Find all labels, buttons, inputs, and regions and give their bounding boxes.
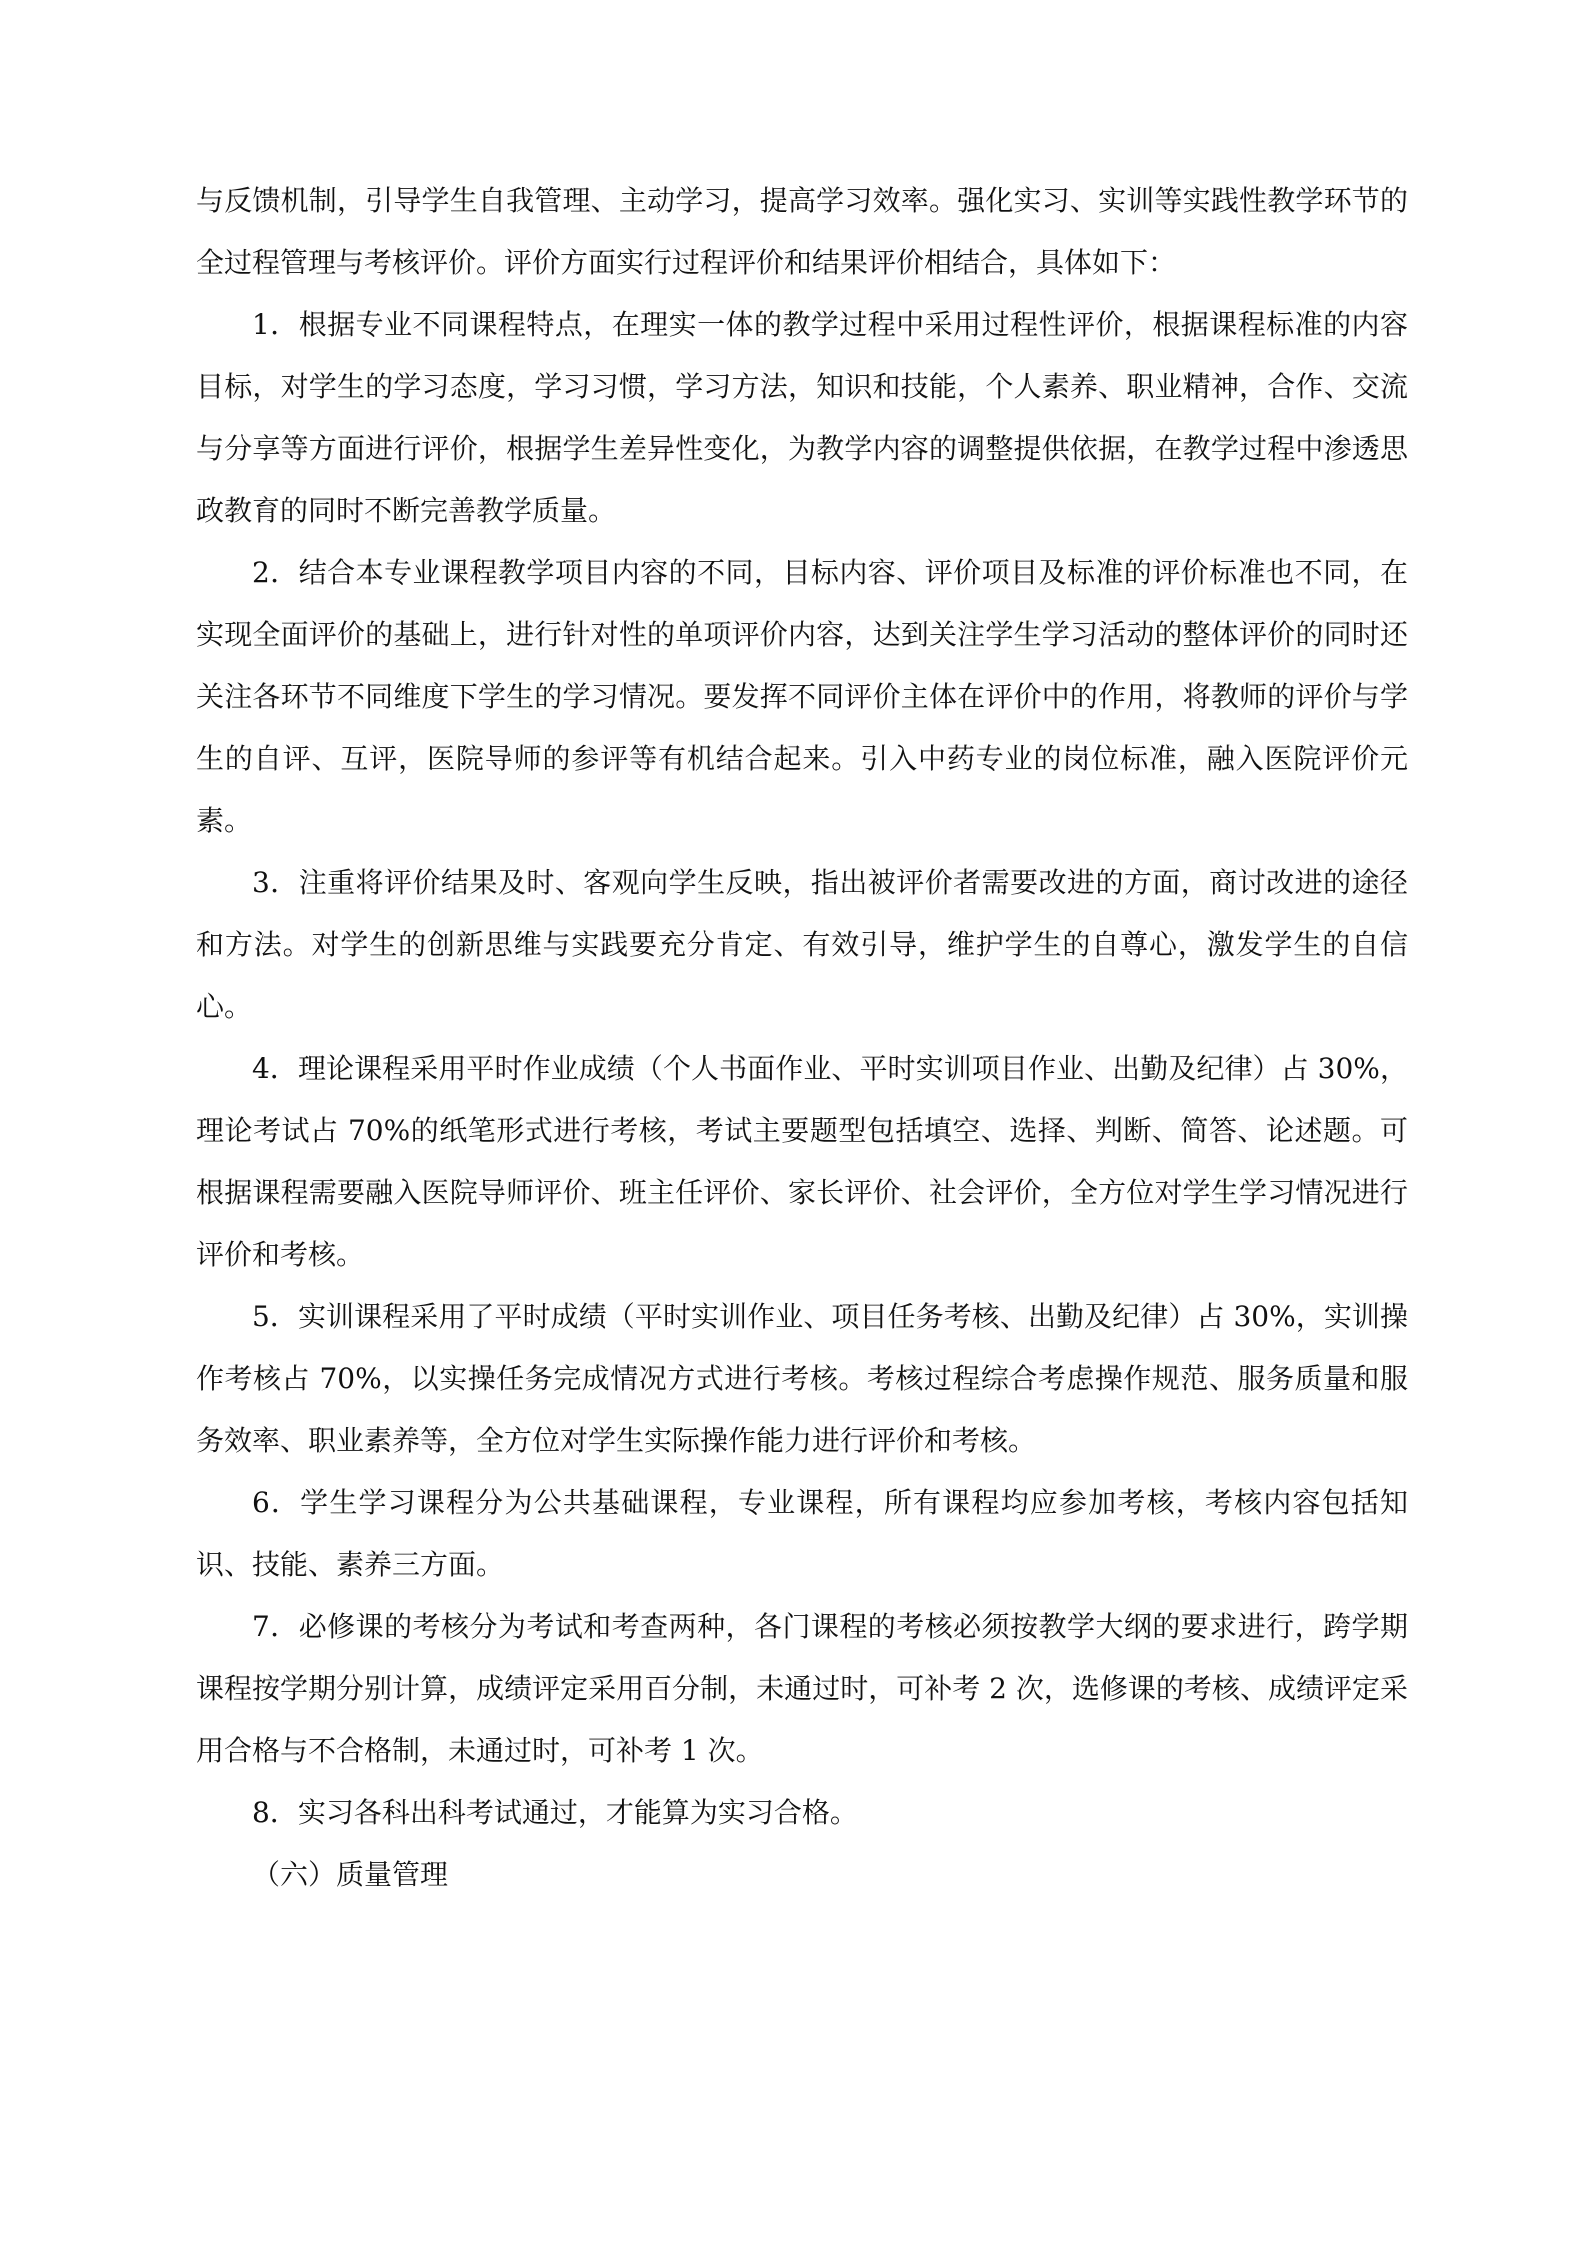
paragraph-item-4: 4．理论课程采用平时作业成绩（个人书面作业、平时实训项目作业、出勤及纪律）占 30%，理论考试占 70%的纸笔形式进行考核，考试主要题型包括填空、选择、判断、简答、论述题。可根据课程需要融入医院导师评价、班主任评价、家长评价、社会评价，全方位对学生学习情况进行评价和考核。 xyxy=(196,1052,1408,1271)
section-heading-quality-management: （六）质量管理 xyxy=(252,1858,449,1891)
paragraph-intro: 与反馈机制，引导学生自我管理、主动学习，提高学习效率。强化实习、实训等实践性教学环节的全过程管理与考核评价。评价方面实行过程评价和结果评价相结合，具体如下： xyxy=(196,184,1408,279)
paragraph-item-1: 1．根据专业不同课程特点，在理实一体的教学过程中采用过程性评价，根据课程标准的内容目标，对学生的学习态度，学习习惯，学习方法，知识和技能，个人素养、职业精神，合作、交流与分享等方面进行评价，根据学生差异性变化，为教学内容的调整提供依据，在教学过程中渗透思政教育的同时不断完善教学质量。 xyxy=(196,308,1408,527)
document-body xyxy=(196,170,1408,1906)
paragraph-item-3: 3．注重将评价结果及时、客观向学生反映，指出被评价者需要改进的方面，商讨改进的途径和方法。对学生的创新思维与实践要充分肯定、有效引导，维护学生的自尊心，激发学生的自信心。 xyxy=(196,866,1408,1023)
paragraph-item-8: 8．实习各科出科考试通过，才能算为实习合格。 xyxy=(252,1796,858,1829)
paragraph-item-2: 2．结合本专业课程教学项目内容的不同，目标内容、评价项目及标准的评价标准也不同，在实现全面评价的基础上，进行针对性的单项评价内容，达到关注学生学习活动的整体评价的同时还关注各环节不同维度下学生的学习情况。要发挥不同评价主体在评价中的作用，将教师的评价与学生的自评、互评，医院导师的参评等有机结合起来。引入中药专业的岗位标准，融入医院评价元素。 xyxy=(196,556,1408,837)
paragraph-item-7: 7．必修课的考核分为考试和考查两种，各门课程的考核必须按教学大纲的要求进行，跨学期课程按学期分别计算，成绩评定采用百分制，未通过时，可补考 2 次，选修课的考核、成绩评定采用合格与不合格制，未通过时，可补考 1 次。 xyxy=(196,1610,1408,1767)
paragraph-item-6: 6．学生学习课程分为公共基础课程，专业课程，所有课程均应参加考核，考核内容包括知识、技能、素养三方面。 xyxy=(196,1486,1408,1581)
paragraph-item-5: 5．实训课程采用了平时成绩（平时实训作业、项目任务考核、出勤及纪律）占 30%，实训操作考核占 70%，以实操任务完成情况方式进行考核。考核过程综合考虑操作规范、服务质量和服务效率、职业素养等，全方位对学生实际操作能力进行评价和考核。 xyxy=(196,1300,1408,1457)
